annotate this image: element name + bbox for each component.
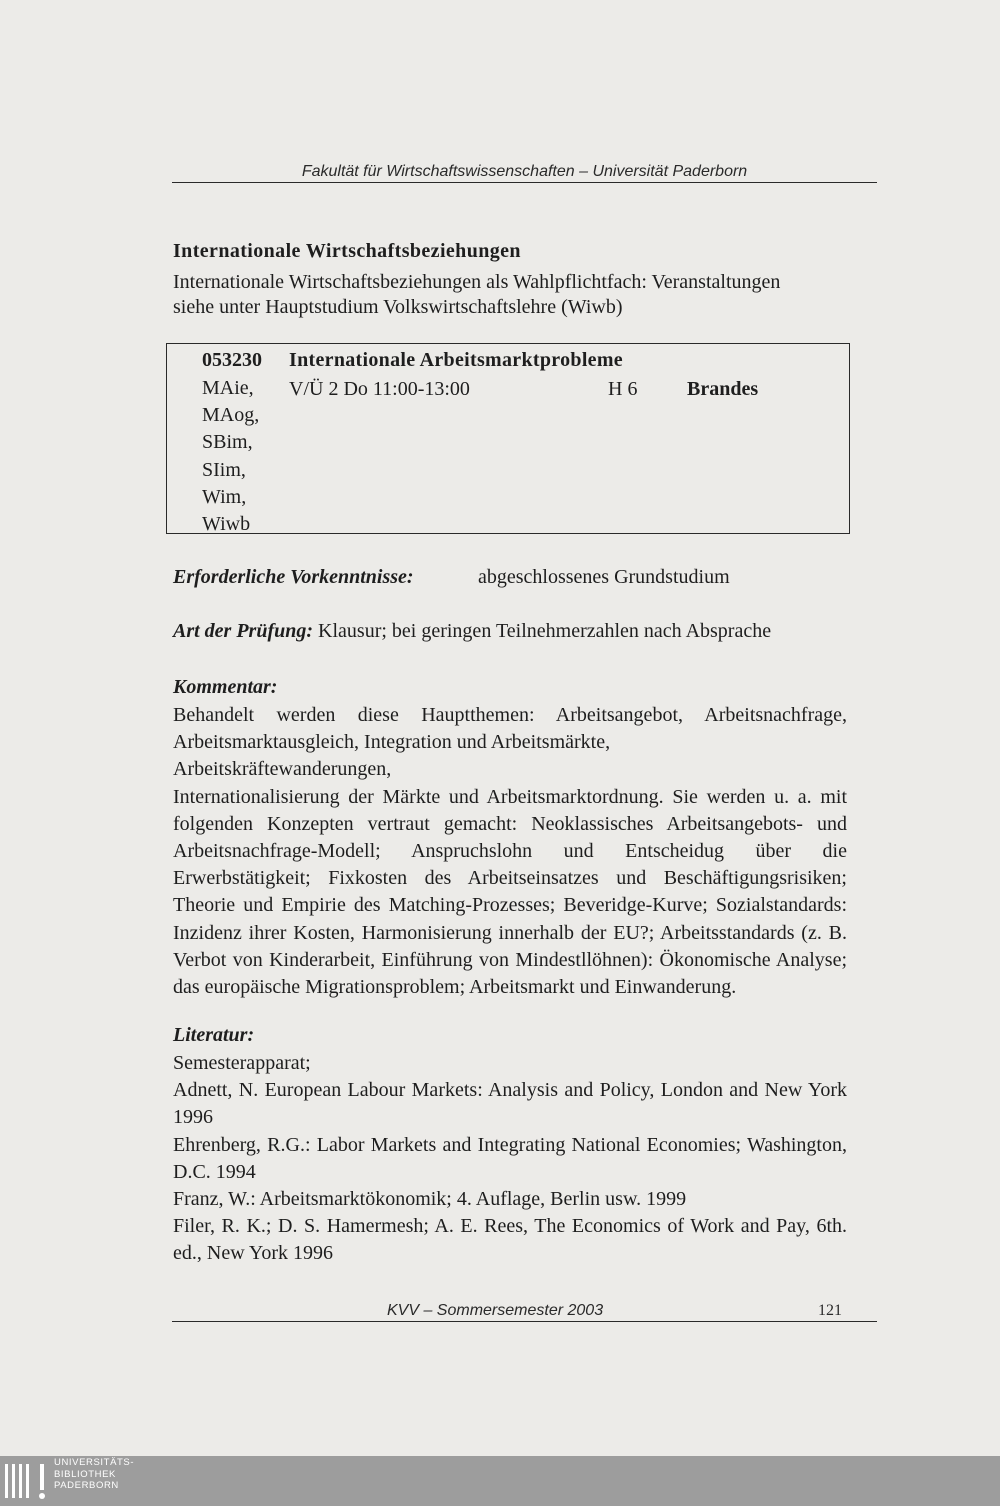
library-name-line: PADERBORN <box>54 1480 119 1491</box>
literature-item: Semesterapparat; <box>173 1052 311 1074</box>
section-intro <box>173 270 833 320</box>
literature-item: Franz, W.: Arbeitsmarktökonomik; 4. Auflage, Berlin usw. 1999 <box>173 1188 687 1211</box>
audience-item: SIim, <box>202 458 246 481</box>
exam-line <box>173 620 771 643</box>
intro-line: Internationale Wirtschaftsbeziehungen als Wahlpflichtfach: Veranstaltungen <box>173 271 781 293</box>
intro-line: siehe unter Hauptstudium Volkswirtschaftslehre (Wiwb) <box>173 296 623 318</box>
commentary-label: Kommentar: <box>173 676 278 698</box>
library-name <box>54 1457 134 1492</box>
literature-label: Literatur: <box>173 1024 255 1046</box>
course-lecturer: Brandes <box>687 378 759 400</box>
exam-label: Art der Prüfung: <box>173 620 314 642</box>
prerequisites-value: abgeschlossenes Grundstudium <box>478 566 730 588</box>
course-box <box>166 343 850 534</box>
commentary-paragraph: Behandelt werden diese Hauptthemen: Arbeitsangebot, Arbeitsnachfrage, Arbeitsmarktausgleich, Integration und Arbeitsmärkte, <box>173 704 847 754</box>
course-number: 053230 <box>202 349 262 371</box>
header-rule <box>172 182 877 183</box>
prerequisites-label-text: Erforderliche Vorkenntnisse: <box>173 566 414 588</box>
audience-item: SBim, <box>202 431 253 454</box>
exam-value: Klausur; bei geringen Teilnehmerzahlen nach Absprache <box>318 620 772 642</box>
course-title: Internationale Arbeitsmarktprobleme <box>289 349 623 371</box>
literature-label-line <box>173 1024 254 1047</box>
footer-title: KVV – Sommersemester 2003 <box>387 1302 604 1319</box>
course-audiences <box>202 375 259 538</box>
audience-item: MAie, <box>202 377 254 399</box>
section-title: Internationale Wirtschaftsbeziehungen <box>173 240 521 262</box>
literature-list <box>173 1050 847 1268</box>
literature-item: Ehrenberg, R.G.: Labor Markets and Integrating National Economies; Washington, D.C. 1994 <box>173 1133 847 1183</box>
prerequisites-label <box>173 566 414 589</box>
audience-item: MAog, <box>202 404 260 427</box>
commentary-paragraph: Internationalisierung der Märkte und Arbeitsmarktordnung. Sie werden u. a. mit folgenden Konzepten vertraut gemacht: Neoklassisches Arbeitsangebots- und Arbeitsnachfrage-Modell; Anspruchslohn und Entscheidug über die Erwerbstätigkeit; Fixkosten des Arbeitseinsatzes und Beschäftigungsrisiken; Theorie und Empirie des Matching-Prozesses; Beveridge-Kurve; Sozialstandards: Inzidenz ihrer Kosten, Harmonisierung innerhalb der EU?; Arbeitsstandards (z. B. Verbot von Kinderarbeit, Einführung von Mindestllöhnen): Ökonomische Analyse; das europäische Migrationsproblem; Arbeitsmarkt und Einwanderung. <box>173 785 847 999</box>
audience-item: Wim, <box>202 485 247 508</box>
audience-item: Wiwb <box>202 513 251 536</box>
literature-item: Filer, R. K.; D. S. Hamermesh; A. E. Rees, The Economics of Work and Pay, 6th. ed., New York 1996 <box>173 1215 847 1265</box>
library-logo-icon <box>4 1460 48 1502</box>
commentary-body <box>173 702 847 1001</box>
course-schedule: V/Ü 2 Do 11:00-13:00 <box>289 378 470 400</box>
commentary-paragraph: Arbeitskräftewanderungen, <box>173 758 392 781</box>
library-name-line: BIBLIOTHEK <box>54 1468 116 1480</box>
page-number: 121 <box>818 1302 842 1319</box>
library-name-line: UNIVERSITÄTS- <box>54 1457 135 1468</box>
footer-rule <box>172 1321 877 1322</box>
library-banner <box>0 1456 1000 1506</box>
running-header: Fakultät für Wirtschaftswissenschaften – Universität Paderborn <box>301 163 748 180</box>
commentary-label-line <box>173 676 277 699</box>
course-room: H 6 <box>608 378 638 400</box>
literature-item: Adnett, N. European Labour Markets: Analysis and Policy, London and New York 1996 <box>173 1079 847 1129</box>
